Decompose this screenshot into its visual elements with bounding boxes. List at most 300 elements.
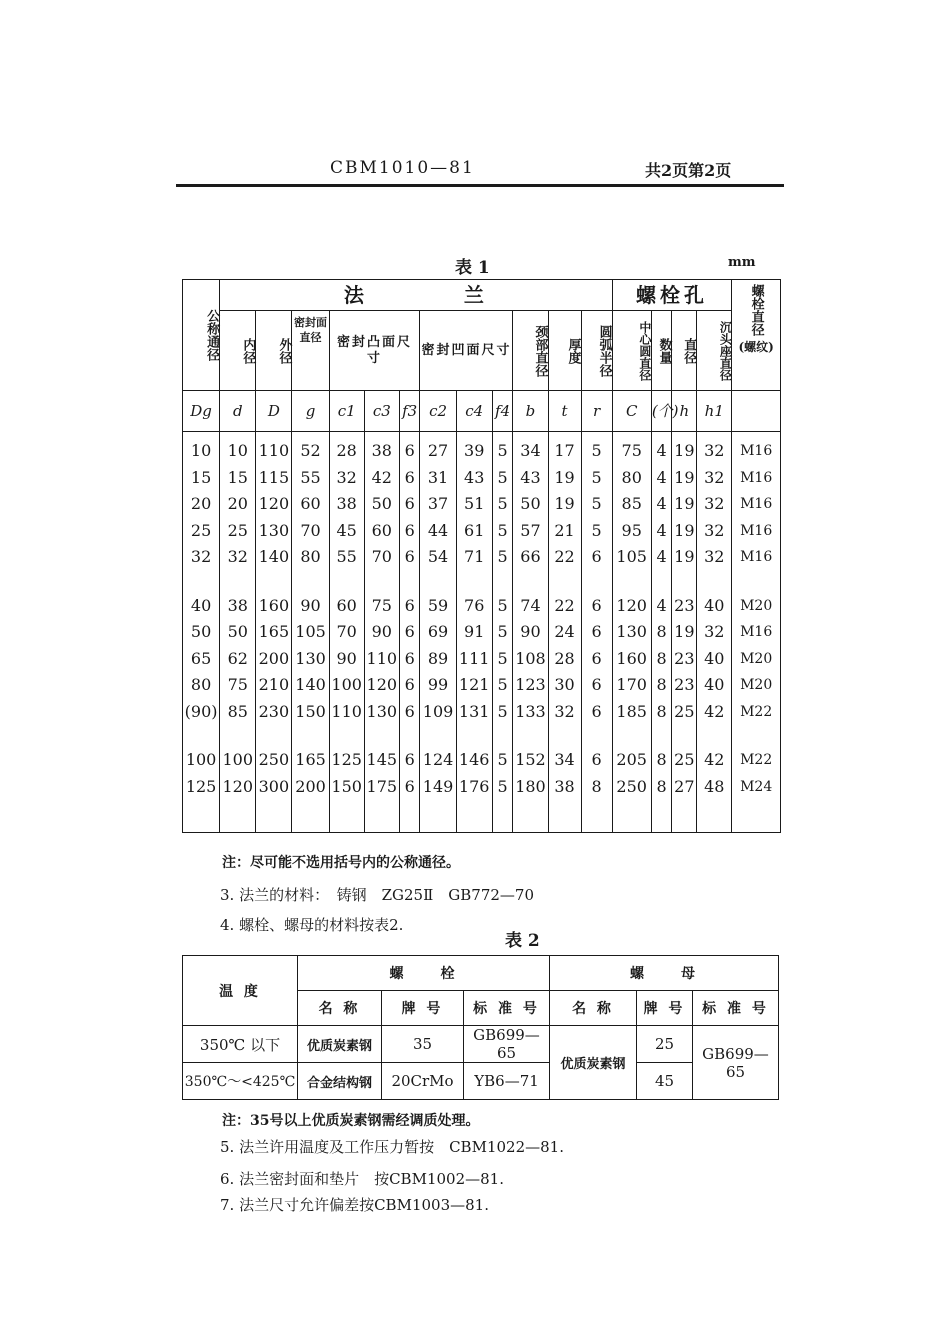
data-column — [697, 432, 732, 833]
raised-face-header: 密封凸面尺寸 — [329, 311, 420, 391]
row1-temperature: 350℃ 以下 — [183, 1026, 298, 1063]
row1-bolt-grade: 35 — [382, 1026, 464, 1063]
symbol-cell: t — [548, 391, 581, 432]
data-column — [672, 432, 697, 833]
table-cell: 110 — [331, 701, 362, 721]
table-cell: 4 — [656, 441, 667, 460]
bolthole-group-header: 螺栓孔 — [612, 280, 732, 311]
table-cell: 91 — [464, 622, 485, 641]
nut-standard: GB699—65 — [693, 1026, 779, 1100]
table-cell: 59 — [427, 595, 449, 615]
data-row — [183, 432, 781, 833]
table-cell: 48 — [704, 776, 725, 796]
table-cell: 6 — [404, 750, 415, 769]
bolt-header: 螺 栓 — [298, 956, 550, 991]
table-cell: 5 — [497, 547, 508, 566]
table-cell: 24 — [554, 622, 575, 641]
table-cell: 5 — [497, 595, 508, 615]
table-cell: 5 — [497, 701, 508, 721]
symbol-cell: Dg — [183, 391, 220, 432]
table-cell: 66 — [520, 547, 541, 566]
table-cell: 34 — [520, 441, 541, 460]
table-cell: 55 — [336, 547, 357, 566]
table-cell: 149 — [422, 776, 454, 796]
table-cell: 300 — [258, 776, 290, 796]
table-cell: 19 — [674, 622, 695, 641]
symbol-cell: c1 — [329, 391, 364, 432]
data-column — [581, 432, 612, 833]
row2-bolt-grade: 20CrMo — [382, 1063, 464, 1100]
table-cell: 17 — [554, 441, 575, 460]
group-gap — [582, 571, 612, 593]
group-gap — [220, 725, 255, 747]
table-cell: 43 — [520, 467, 541, 487]
table-cell: 70 — [336, 622, 357, 641]
bolt-thread-label: (螺纹) — [738, 340, 774, 354]
table-cell: 80 — [300, 547, 321, 566]
table-cell: 230 — [258, 701, 290, 721]
table-cell: 6 — [591, 595, 602, 615]
table-cell: 152 — [515, 750, 546, 769]
table-cell: 165 — [258, 622, 290, 641]
table-cell: 4 — [656, 467, 667, 487]
table-cell: 95 — [621, 520, 642, 540]
symbol-cell: c2 — [420, 391, 456, 432]
table-cell: 4 — [656, 520, 667, 540]
table-cell: 120 — [616, 595, 647, 615]
group-gap — [549, 725, 581, 747]
table-cell: 80 — [621, 467, 642, 487]
table-cell: 75 — [621, 441, 642, 460]
table-cell: 89 — [427, 648, 449, 668]
table-cell: 6 — [404, 494, 415, 513]
item-5-pressure: 5. 法兰许用温度及工作压力暂按 CBM1022—81. — [220, 1138, 564, 1156]
table-cell: 205 — [616, 750, 647, 769]
table-cell: 20 — [190, 494, 212, 513]
group-gap — [582, 725, 612, 747]
group-gap — [493, 725, 513, 747]
table-cell: 90 — [300, 595, 321, 615]
table-cell: 131 — [458, 701, 490, 721]
table-cell: 175 — [366, 776, 398, 796]
table-cell: 38 — [336, 494, 357, 513]
table-cell: 8 — [656, 776, 667, 796]
table-cell: 130 — [258, 520, 290, 540]
symbol-cell — [732, 391, 781, 432]
table-cell: 21 — [554, 520, 575, 540]
table-cell: 42 — [704, 701, 725, 721]
group-gap — [457, 571, 492, 593]
symbol-cell: h1 — [697, 391, 732, 432]
table-cell: 125 — [331, 750, 362, 769]
group-gap — [420, 725, 455, 747]
temperature-header: 温 度 — [183, 956, 298, 1026]
group-gap — [697, 571, 731, 593]
table-cell: 8 — [591, 776, 602, 796]
table-cell: 25 — [674, 701, 695, 721]
table-cell: 40 — [704, 595, 725, 615]
table-cell: 109 — [422, 701, 454, 721]
table-cell: 124 — [422, 750, 454, 769]
table-cell: 8 — [656, 648, 667, 668]
nut-grade-header: 牌 号 — [637, 991, 693, 1026]
table-cell: 75 — [227, 675, 248, 694]
table-cell: 15 — [227, 467, 248, 487]
table-cell: 60 — [336, 595, 357, 615]
table-cell: 6 — [404, 776, 415, 796]
group-gap — [513, 725, 547, 747]
table-cell: 6 — [404, 467, 415, 487]
table-cell: 6 — [591, 648, 602, 668]
table-cell: 23 — [674, 675, 695, 694]
table-cell: 176 — [458, 776, 490, 796]
table-cell: 51 — [464, 494, 485, 513]
table-cell: 4 — [656, 494, 667, 513]
table-cell: 5 — [497, 441, 508, 460]
table-cell: 110 — [258, 441, 290, 460]
symbol-cell: g — [292, 391, 329, 432]
inner-diameter-header: 内径 — [220, 311, 256, 391]
table-cell: 20 — [227, 494, 248, 513]
table-cell: 6 — [591, 701, 602, 721]
bolt-nut-material-table — [182, 955, 779, 1100]
table-cell: 140 — [295, 675, 326, 694]
table-cell: 10 — [190, 441, 212, 460]
group-gap — [652, 571, 672, 593]
flange-group-header: 法 兰 — [220, 280, 612, 311]
table-cell: 30 — [554, 675, 575, 694]
table-cell: 5 — [591, 494, 602, 513]
data-column — [329, 432, 364, 833]
table1-unit: mm — [728, 255, 756, 270]
table-cell: 34 — [554, 750, 575, 769]
table-cell: (90) — [184, 701, 218, 721]
table-cell: 5 — [497, 520, 508, 540]
table-cell: 27 — [674, 776, 695, 796]
document-code: CBM1010—81 — [330, 158, 475, 178]
data-column — [420, 432, 456, 833]
table-cell: 165 — [295, 750, 326, 769]
table-cell: 76 — [464, 595, 485, 615]
table2-note: 注：35号以上优质炭素钢需经调质处理。 — [222, 1113, 480, 1129]
table-cell: 120 — [258, 494, 290, 513]
table-cell: 62 — [227, 648, 248, 668]
table-cell: 120 — [222, 776, 254, 796]
arc-radius-header: 圆弧半径 — [581, 311, 612, 391]
table-cell: 55 — [300, 467, 321, 487]
group-gap — [220, 571, 255, 593]
bolt-grade-header: 牌 号 — [382, 991, 464, 1026]
table-cell: 38 — [227, 595, 248, 615]
table-cell: 6 — [591, 750, 602, 769]
data-column — [548, 432, 581, 833]
bolt-standard-header: 标 准 号 — [464, 991, 550, 1026]
group-gap — [365, 571, 399, 593]
group-gap — [732, 571, 780, 593]
table-cell: 100 — [331, 675, 362, 694]
table-cell: 100 — [222, 750, 254, 769]
table-cell: 38 — [554, 776, 575, 796]
table-cell: 85 — [227, 701, 248, 721]
symbol-cell: h — [672, 391, 697, 432]
table-cell: 19 — [674, 494, 695, 513]
table-cell: 28 — [336, 441, 357, 460]
table-cell: 25 — [190, 520, 212, 540]
data-column — [256, 432, 292, 833]
group-gap — [613, 725, 651, 747]
group-gap — [292, 725, 328, 747]
data-column — [220, 432, 256, 833]
table-cell: 6 — [404, 547, 415, 566]
row2-temperature: 350℃～<425℃ — [183, 1063, 298, 1100]
table-cell: 8 — [656, 750, 667, 769]
table-cell: 40 — [704, 648, 725, 668]
outer-diameter-header: 外径 — [256, 311, 292, 391]
table-cell: M16 — [740, 496, 773, 512]
table-cell: 15 — [190, 467, 212, 487]
symbol-cell: C — [612, 391, 651, 432]
data-column — [292, 432, 329, 833]
table-cell: M16 — [740, 624, 773, 640]
neck-diameter-header: 颈部直径 — [513, 311, 548, 391]
group-gap — [183, 725, 219, 747]
table-cell: 210 — [258, 675, 290, 694]
hole-count-header: 数量 — [651, 311, 672, 391]
table-cell: 5 — [497, 750, 508, 769]
data-column — [364, 432, 399, 833]
table-cell: 6 — [404, 675, 415, 694]
table-cell: 75 — [371, 595, 392, 615]
nut-grade-2: 45 — [637, 1063, 693, 1100]
nut-name-header: 名 称 — [550, 991, 637, 1026]
group-gap — [672, 725, 696, 747]
group-gap — [292, 571, 328, 593]
table-cell: 44 — [427, 520, 449, 540]
table-cell: 50 — [520, 494, 541, 513]
table-cell: 22 — [554, 547, 575, 566]
data-column — [732, 432, 781, 833]
table-cell: 80 — [190, 675, 212, 694]
symbol-cell: f3 — [399, 391, 420, 432]
seal-face-diameter-header: 密封面直径 — [292, 311, 329, 391]
table-cell: 52 — [300, 441, 321, 460]
table-cell: 60 — [371, 520, 392, 540]
table-cell: M16 — [740, 522, 773, 539]
table-cell: 37 — [427, 494, 449, 513]
table-cell: 42 — [704, 750, 725, 769]
group-gap — [365, 725, 399, 747]
data-column — [399, 432, 420, 833]
symbol-cell: r — [581, 391, 612, 432]
table-cell: 200 — [258, 648, 290, 668]
table-cell: M22 — [740, 752, 773, 768]
table-cell: 4 — [656, 595, 667, 615]
group-gap — [256, 725, 291, 747]
table-cell: 19 — [554, 467, 575, 487]
table-cell: 4 — [656, 547, 667, 566]
table-cell: 150 — [295, 701, 326, 721]
recess-face-header: 密封凹面尺寸 — [420, 311, 513, 391]
group-gap — [330, 725, 364, 747]
table-cell: 28 — [554, 648, 575, 668]
symbol-cell: b — [513, 391, 548, 432]
table-cell: 150 — [331, 776, 362, 796]
group-gap — [256, 571, 291, 593]
symbol-cell: (个) — [651, 391, 672, 432]
table-cell: 6 — [404, 595, 415, 615]
group-gap — [672, 571, 696, 593]
group-gap — [420, 571, 455, 593]
table-cell: 19 — [554, 494, 575, 513]
table-cell: 40 — [190, 595, 212, 615]
group-gap — [493, 571, 513, 593]
page-number: 共2页第2页 — [645, 161, 732, 180]
table-cell: 105 — [616, 547, 647, 566]
table-cell: 50 — [227, 622, 248, 641]
table-cell: 69 — [427, 622, 449, 641]
table-cell: 130 — [295, 648, 326, 668]
center-circle-header: 中心圆直径 — [612, 311, 651, 391]
table-cell: 70 — [300, 520, 321, 540]
table-cell: 71 — [464, 547, 485, 566]
table-cell: 32 — [190, 547, 212, 566]
table-cell: 105 — [295, 622, 326, 641]
group-gap — [652, 725, 672, 747]
group-gap — [549, 571, 581, 593]
table-cell: 23 — [674, 595, 695, 615]
item-7-tolerance: 7. 法兰尺寸允许偏差按CBM1003—81. — [220, 1196, 489, 1214]
table-cell: 38 — [371, 441, 392, 460]
table-cell: 39 — [464, 441, 485, 460]
counterbore-header: 沉头座直径 — [697, 311, 732, 391]
item-6-seal: 6. 法兰密封面和垫片 按CBM1002—81. — [220, 1170, 504, 1188]
table-cell: 140 — [258, 547, 290, 566]
table-cell: M16 — [740, 549, 773, 565]
flange-dimension-table — [182, 279, 781, 833]
table-cell: 32 — [554, 701, 575, 721]
table-cell: 180 — [515, 776, 546, 796]
row2-bolt-standard: YB6—71 — [464, 1063, 550, 1100]
table-cell: 60 — [300, 494, 321, 513]
nut-standard-header: 标 准 号 — [693, 991, 779, 1026]
nut-name: 优质炭素钢 — [550, 1026, 637, 1100]
table-cell: 22 — [554, 595, 575, 615]
table-cell: 54 — [427, 547, 449, 566]
table-cell: 10 — [227, 441, 248, 460]
group-gap — [400, 571, 420, 593]
table-cell: 65 — [190, 648, 212, 668]
table-cell: 5 — [591, 520, 602, 540]
symbol-cell: d — [220, 391, 256, 432]
table-cell: 123 — [515, 675, 546, 694]
table-cell: 115 — [258, 467, 290, 487]
table-cell: 160 — [616, 648, 647, 668]
table-cell: 170 — [616, 675, 647, 694]
item-3-material: 3. 法兰的材料： 铸钢 ZG25Ⅱ GB772—70 — [220, 886, 534, 904]
table-cell: 111 — [458, 648, 490, 668]
data-column — [651, 432, 672, 833]
table-cell: 74 — [520, 595, 541, 615]
table-cell: 19 — [674, 467, 695, 487]
table-cell: 19 — [674, 547, 695, 566]
table-cell: 5 — [497, 776, 508, 796]
table-cell: 40 — [704, 675, 725, 694]
table-cell: 32 — [227, 547, 248, 566]
table-cell: M20 — [740, 677, 773, 693]
table-cell: 100 — [185, 750, 217, 769]
table-cell: 6 — [404, 520, 415, 540]
table-cell: 32 — [704, 520, 725, 540]
table-cell: M16 — [740, 469, 773, 486]
table-cell: 32 — [704, 547, 725, 566]
table-cell: 45 — [336, 520, 357, 540]
table-cell: 23 — [674, 648, 695, 668]
group-gap — [400, 725, 420, 747]
row1-bolt-standard: GB699—65 — [464, 1026, 550, 1063]
table-cell: 130 — [366, 701, 398, 721]
table-cell: 70 — [371, 547, 392, 566]
item-4-bolt-material: 4. 螺栓、螺母的材料按表2. — [220, 916, 404, 934]
nut-grade-1: 25 — [637, 1026, 693, 1063]
table-cell: 6 — [591, 547, 602, 566]
table-cell: 146 — [458, 750, 490, 769]
table-cell: 32 — [704, 441, 725, 460]
group-gap — [183, 571, 219, 593]
nominal-diameter-header: 公称通径 — [183, 280, 220, 391]
table-cell: 6 — [404, 648, 415, 668]
table-cell: 6 — [404, 701, 415, 721]
table-cell: 5 — [497, 675, 508, 694]
table-cell: 8 — [656, 675, 667, 694]
table-cell: 25 — [227, 520, 248, 540]
table-cell: 125 — [185, 776, 217, 796]
table-cell: 42 — [371, 467, 392, 487]
data-column — [513, 432, 548, 833]
symbol-cell: D — [256, 391, 292, 432]
table-cell: 5 — [497, 494, 508, 513]
header-rule — [176, 184, 784, 187]
group-gap — [697, 725, 731, 747]
table-cell: 250 — [616, 776, 647, 796]
table1-caption: 表 1 — [455, 258, 490, 278]
table-cell: 250 — [258, 750, 290, 769]
table-cell: 6 — [404, 441, 415, 460]
table-cell: 130 — [616, 622, 647, 641]
table-cell: 145 — [366, 750, 398, 769]
symbol-cell: c3 — [364, 391, 399, 432]
table-cell: 50 — [371, 494, 392, 513]
row1-bolt-name: 优质炭素钢 — [298, 1026, 382, 1063]
table-cell: 5 — [497, 622, 508, 641]
data-column — [183, 432, 220, 833]
table-cell: 108 — [515, 648, 546, 668]
table-cell: 133 — [515, 701, 546, 721]
table-cell: 19 — [674, 520, 695, 540]
group-gap — [330, 571, 364, 593]
table-cell: 85 — [621, 494, 642, 513]
table-cell: 32 — [336, 467, 357, 487]
table-cell: 90 — [371, 622, 392, 641]
table-cell: M20 — [740, 597, 773, 614]
table-cell: 5 — [591, 441, 602, 460]
nut-header: 螺 母 — [550, 956, 779, 991]
data-column — [492, 432, 513, 833]
table-cell: 200 — [295, 776, 326, 796]
group-gap — [457, 725, 492, 747]
table-cell: 5 — [591, 467, 602, 487]
table-cell: 99 — [427, 675, 449, 694]
table-cell: 32 — [704, 467, 725, 487]
